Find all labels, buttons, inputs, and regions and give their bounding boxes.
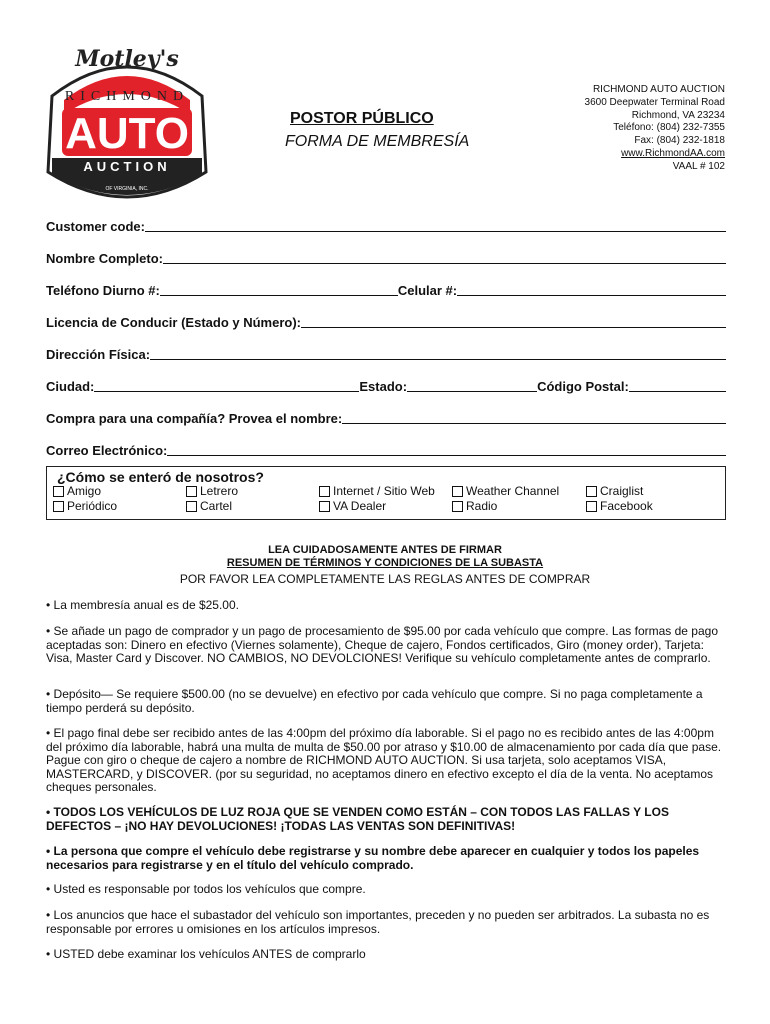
form-title: POSTOR PÚBLICO bbox=[290, 110, 434, 127]
checkbox-icon[interactable] bbox=[452, 486, 463, 497]
terms-heading: LEA CUIDADOSAMENTE ANTES DE FIRMAR bbox=[268, 544, 502, 556]
email-field[interactable] bbox=[167, 454, 726, 456]
vaal-number: VAAL # 102 bbox=[672, 160, 725, 172]
full-name-label: Nombre Completo: bbox=[46, 251, 163, 266]
address-block bbox=[585, 84, 725, 174]
checkbox-icon[interactable] bbox=[319, 501, 330, 512]
checkbox-icon[interactable] bbox=[53, 501, 64, 512]
email-label: Correo Electrónico: bbox=[46, 443, 168, 458]
option-label: Internet / Sitio Web bbox=[333, 484, 435, 498]
license-row bbox=[46, 314, 726, 330]
day-phone-label: Teléfono Diurno #: bbox=[46, 283, 160, 298]
website-link[interactable]: www.RichmondAA.com bbox=[621, 147, 725, 159]
checkbox-icon[interactable] bbox=[53, 486, 64, 497]
company-label: Compra para una compañía? Provea el nombre: bbox=[46, 411, 343, 426]
logo-script-text: Motley's bbox=[75, 46, 179, 72]
full-name-field[interactable] bbox=[163, 262, 726, 264]
term-examine: • USTED debe examinar los vehículos ANTES de comprarlo bbox=[46, 947, 366, 961]
option-label: VA Dealer bbox=[333, 499, 387, 513]
checkbox-icon[interactable] bbox=[586, 501, 597, 512]
option-label: Cartel bbox=[200, 499, 233, 513]
checkbox-icon[interactable] bbox=[186, 486, 197, 497]
checkbox-icon[interactable] bbox=[586, 486, 597, 497]
customer-code-row bbox=[46, 218, 726, 234]
terms-subheading: RESUMEN DE TÉRMINOS Y CONDICIONES DE LA SUBASTA bbox=[226, 557, 544, 569]
option-letrero[interactable] bbox=[186, 484, 238, 498]
day-phone-field[interactable] bbox=[160, 294, 398, 296]
option-facebook[interactable] bbox=[586, 499, 653, 513]
term-deposit: • Depósito— Se requiere $500.00 (no se devuelve) en efectivo por cada vehículo que compre. Si no paga completamente a tiempo perderá su depósito. bbox=[46, 687, 703, 715]
option-label: Weather Channel bbox=[466, 484, 560, 498]
option-weather-channel[interactable] bbox=[452, 484, 559, 498]
option-label: Facebook bbox=[600, 499, 653, 513]
term-red-light: • TODOS LOS VEHÍCULOS DE LUZ ROJA QUE SE VENDEN COMO ESTÁN – CON TODOS LAS FALLAS Y LOS DEFECTOS – ¡NO HAY DEVOLUCIONES! ¡TODAS LAS VENTAS SON DEFINITIVAS! bbox=[46, 805, 669, 833]
option-internet[interactable] bbox=[319, 484, 435, 498]
logo-richmond-text: RICHMOND bbox=[64, 89, 190, 104]
option-label: Amigo bbox=[67, 484, 102, 498]
term-announcements: • Los anuncios que hace el subastador del vehículo son importantes, preceden y no pueden ser arbitrados. La subasta no es responsable por errores u omisiones en los artículos impresos. bbox=[46, 908, 710, 936]
address-field[interactable] bbox=[150, 358, 726, 360]
company-name: RICHMOND AUTO AUCTION bbox=[592, 84, 725, 95]
richmond-auto-auction-logo bbox=[44, 44, 210, 214]
company-field[interactable] bbox=[342, 422, 726, 424]
form-subtitle: FORMA DE MEMBRESÍA bbox=[285, 133, 470, 150]
option-radio[interactable] bbox=[452, 499, 497, 513]
address-row bbox=[46, 346, 726, 362]
zip-label: Código Postal: bbox=[537, 379, 629, 394]
company-row bbox=[46, 410, 726, 426]
state-field[interactable] bbox=[407, 390, 537, 392]
city-state-zip: Richmond, VA 23234 bbox=[631, 109, 725, 121]
city-field[interactable] bbox=[94, 390, 359, 392]
customer-code-field[interactable] bbox=[145, 230, 726, 232]
cell-field[interactable] bbox=[457, 294, 726, 296]
state-label: Estado: bbox=[359, 379, 408, 394]
term-buyer-fee: • Se añade un pago de comprador y un pago de procesamiento de $95.00 por cada vehículo que compre. Las formas de pago aceptadas son: Dinero en efectivo (Viernes solamente), Cheque de cajero, Fondos certificados, Giro (money order), Tarjeta: Visa, Master Card y Discover. NO CAMBIOS, NO DEVOLCIONES! Verifique su vehículo completamente antes de comprarlo. bbox=[46, 624, 718, 665]
zip-field[interactable] bbox=[629, 390, 726, 392]
option-amigo[interactable] bbox=[53, 484, 101, 498]
phone-row bbox=[46, 282, 726, 298]
license-label: Licencia de Conducir (Estado y Número): bbox=[46, 315, 301, 330]
logo-auto-text: AUTO bbox=[65, 109, 189, 158]
terms-instruction: POR FAVOR LEA COMPLETAMENTE LAS REGLAS ANTES DE COMPRAR bbox=[179, 572, 591, 586]
checkbox-icon[interactable] bbox=[452, 501, 463, 512]
option-va-dealer[interactable] bbox=[319, 499, 386, 513]
email-row bbox=[46, 442, 726, 458]
term-final-payment: • El pago final debe ser recibido antes de las 4:00pm del próximo día laborable. Si el pago no es recibido antes de las 4:00pm del próximo día laborable, habrá una multa de multa de $50.00 por atraso y $10.00 de almacenamiento por cada día que pase. Pague con giro o cheque de cajero a nombre de RICHMOND AUTO AUCTION. Si usa tarjeta, solo aceptamos VISA, MASTERCARD, y DISCOVER. (por su seguridad, no aceptamos dinero en efectivo excepto el día de la venta. No aceptamos cheques personales. bbox=[46, 726, 722, 794]
address-label: Dirección Física: bbox=[46, 347, 151, 362]
city-row bbox=[46, 378, 726, 394]
referral-box bbox=[46, 466, 726, 520]
option-label: Letrero bbox=[200, 484, 239, 498]
term-membership-fee: • La membresía anual es de $25.00. bbox=[46, 598, 239, 612]
option-cartel[interactable] bbox=[186, 499, 232, 513]
logo-auction-text: AUCTION bbox=[83, 159, 171, 174]
phone-number: Teléfono: (804) 232-7355 bbox=[613, 122, 725, 134]
city-label: Ciudad: bbox=[46, 379, 95, 394]
option-label: Craiglist bbox=[600, 484, 644, 498]
full-name-row bbox=[46, 250, 726, 266]
option-periodico[interactable] bbox=[53, 499, 117, 513]
license-field[interactable] bbox=[301, 326, 726, 328]
logo-sub-text: OF VIRGINIA, INC. bbox=[105, 186, 149, 192]
checkbox-icon[interactable] bbox=[186, 501, 197, 512]
option-label: Periódico bbox=[67, 499, 118, 513]
option-craiglist[interactable] bbox=[586, 484, 643, 498]
checkbox-icon[interactable] bbox=[319, 486, 330, 497]
cell-label: Celular #: bbox=[397, 283, 458, 298]
term-responsibility: • Usted es responsable por todos los vehículos que compre. bbox=[46, 882, 366, 896]
term-registration: • La persona que compre el vehículo debe registrarse y su nombre debe aparecer en cualquier y todos los papeles necesarios para registrarse y en el título del vehículo comprado. bbox=[46, 844, 700, 872]
referral-title: ¿Cómo se enteró de nosotros? bbox=[57, 469, 264, 485]
fax-number: Fax: (804) 232-1818 bbox=[634, 135, 725, 147]
customer-code-label: Customer code: bbox=[46, 219, 145, 234]
option-label: Radio bbox=[466, 499, 498, 513]
street-address: 3600 Deepwater Terminal Road bbox=[584, 96, 725, 108]
